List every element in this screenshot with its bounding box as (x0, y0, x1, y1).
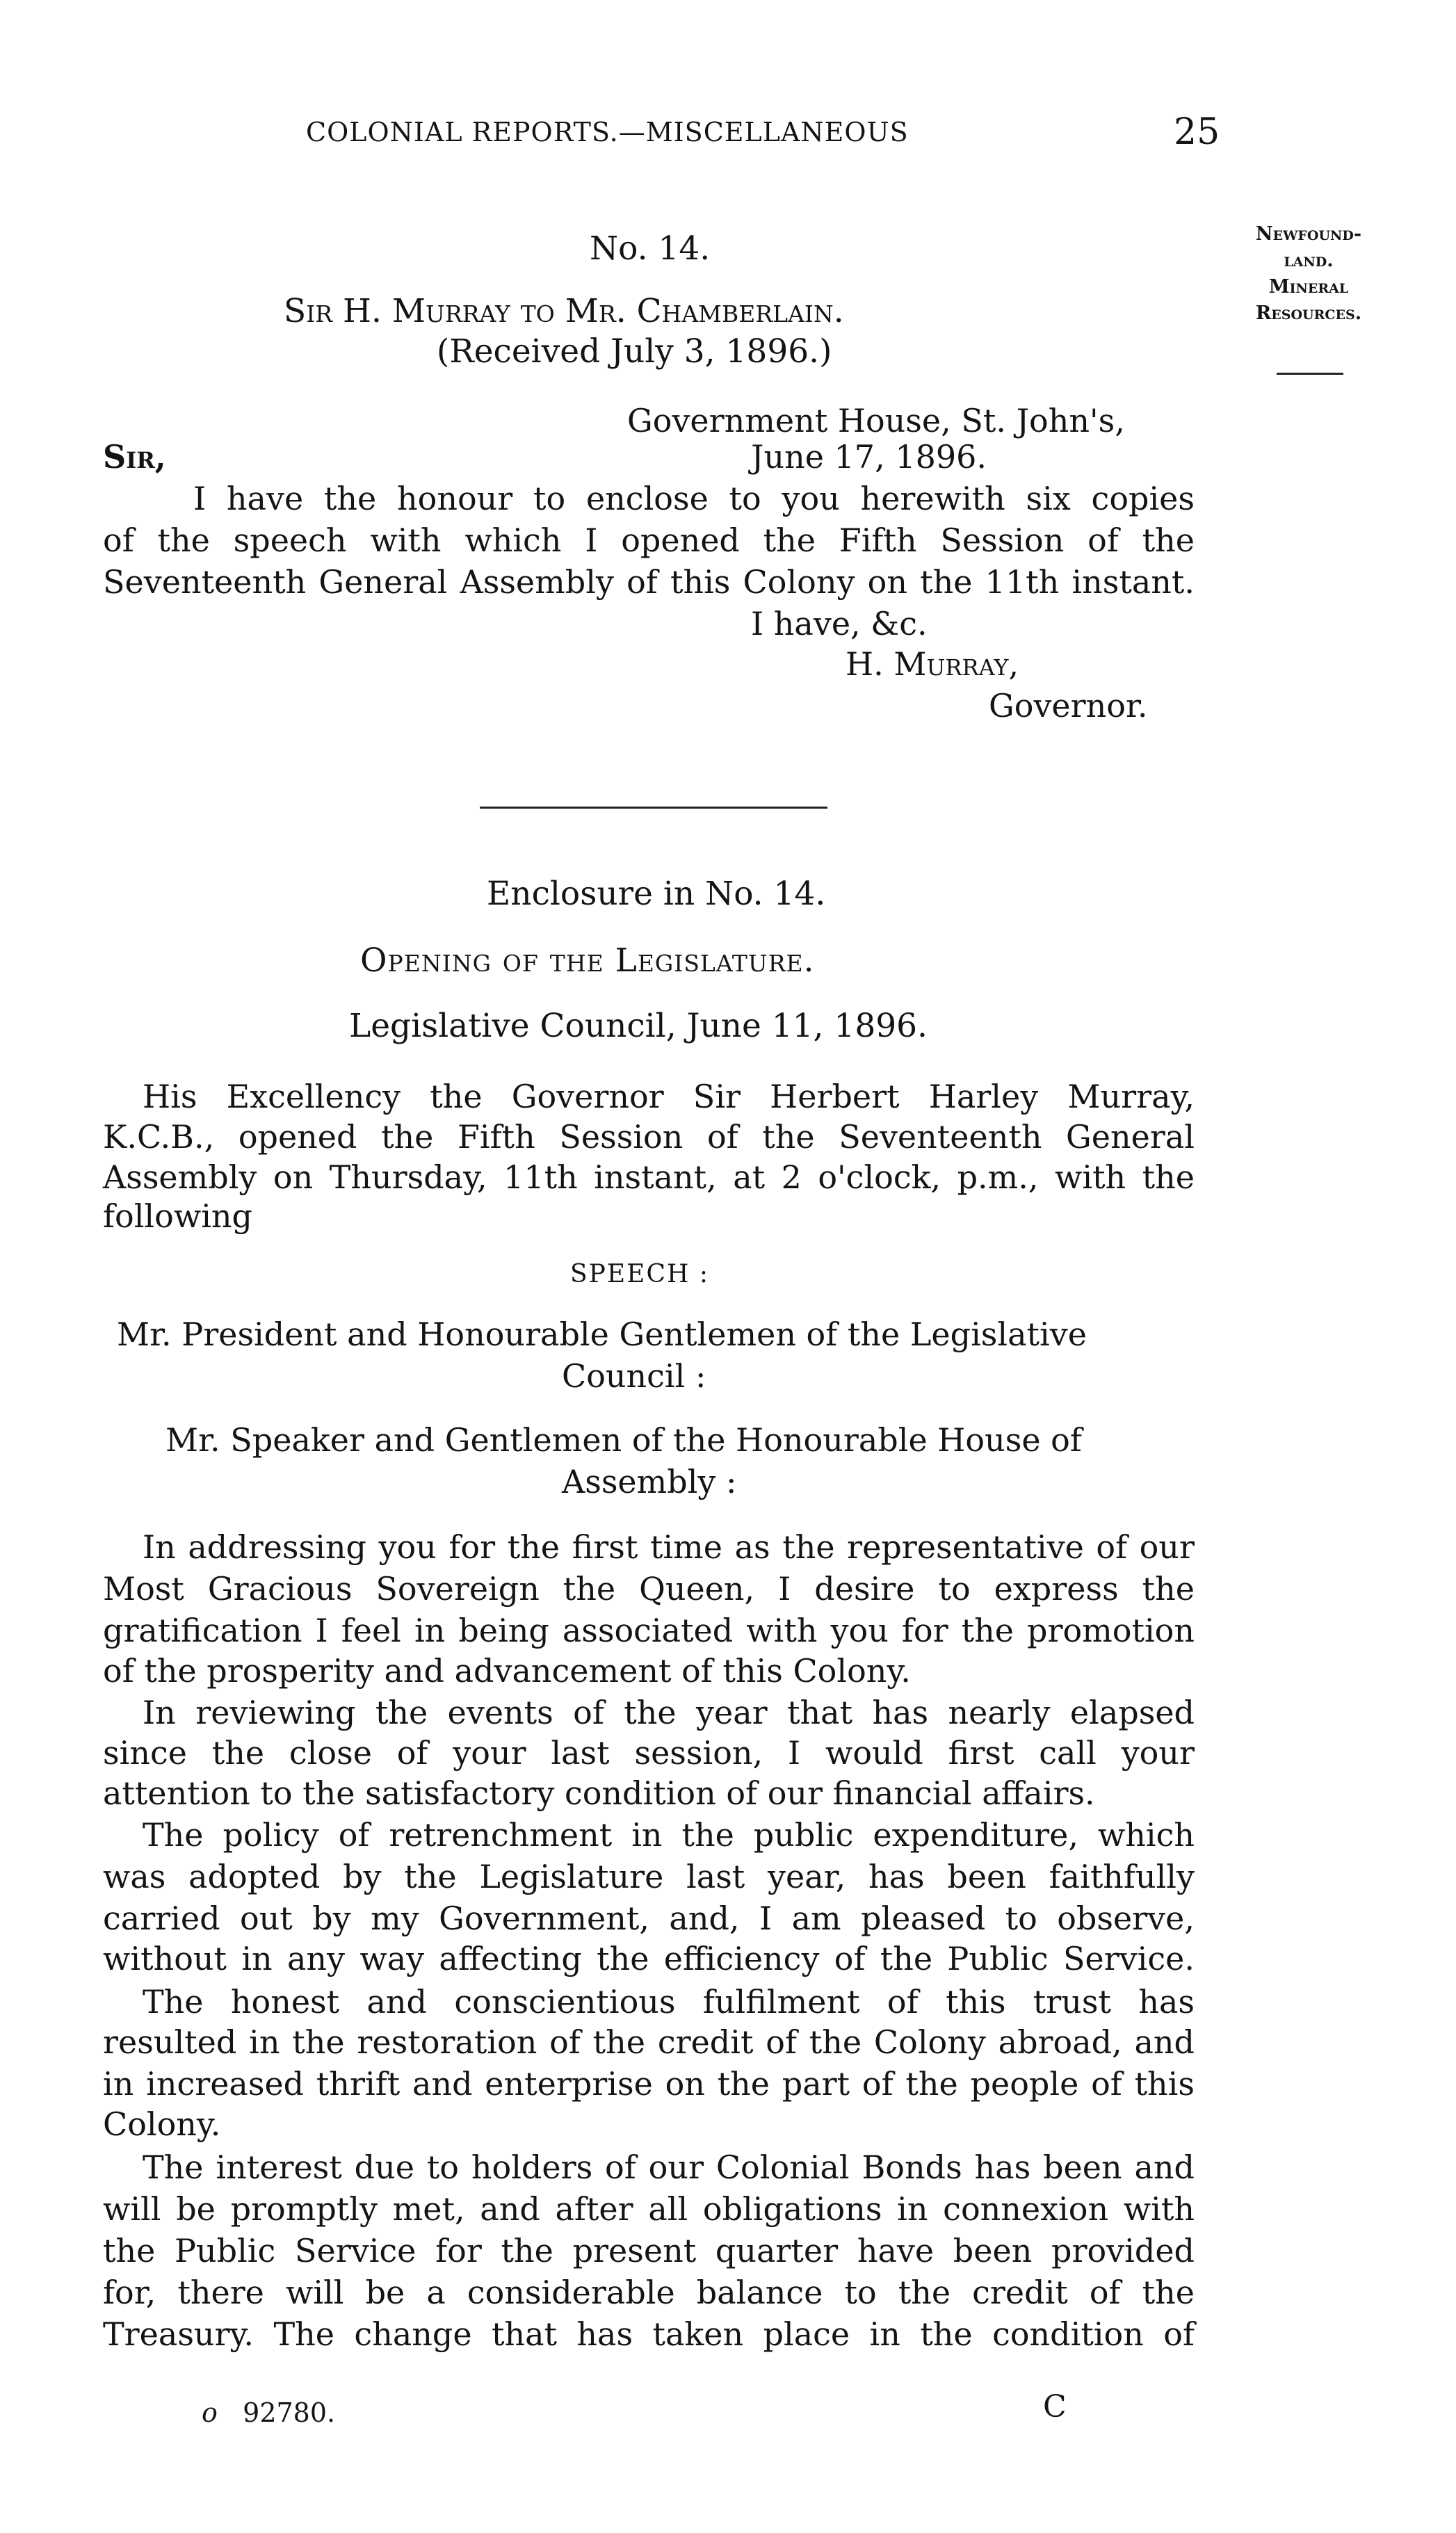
enclosure-title: Opening of the Legislature. (360, 941, 815, 980)
letter-number: No. 14. (590, 229, 711, 268)
letter-date: June 17, 1896. (751, 438, 987, 476)
address-assembly: Assembly : (562, 1463, 737, 1500)
intro-line: following (103, 1197, 252, 1235)
intro-line: Assembly on Thursday, 11th instant, at 2 o'clock, p.m., with the (103, 1158, 1195, 1196)
speech-line: since the close of your last session, I would first call your (103, 1734, 1195, 1772)
speech-line: attention to the satisfactory condition of our financial affairs. (103, 1774, 1095, 1812)
speech-line: for, there will be a considerable balance to the credit of the (103, 2274, 1195, 2311)
margin-rule (1277, 373, 1343, 375)
speech-line: Most Gracious Sovereign the Queen, I desire to express the (103, 1570, 1195, 1608)
speech-line: In addressing you for the first time as the representative of our (143, 1528, 1195, 1566)
speech-line: carried out by my Government, and, I am pleased to observe, (103, 1900, 1195, 1937)
letter-received: (Received July 3, 1896.) (437, 332, 832, 371)
letter-body-line: of the speech with which I opened the Fifth Session of the (103, 521, 1195, 559)
margin-note (1211, 221, 1406, 327)
letter-salutation: Sir, (103, 438, 166, 476)
print-code: 92780. (243, 2397, 336, 2428)
sheet-mark: C (1043, 2389, 1067, 2425)
speech-line: without in any way affecting the efficiency of the Public Service. (103, 1940, 1195, 1977)
speech-line: The honest and conscientious fulfilment of this trust has (143, 1983, 1195, 2021)
speech-line: Treasury. The change that has taken place in the condition of (103, 2315, 1195, 2353)
section-divider (480, 807, 827, 809)
address-council: Council : (562, 1357, 706, 1395)
speech-line: was adopted by the Legislature last year, has been faithfully (103, 1858, 1195, 1895)
speech-line: In reviewing the events of the year that has nearly elapsed (143, 1694, 1195, 1731)
letter-closing: I have, &c. (751, 605, 928, 642)
enclosure-heading: Enclosure in No. 14. (487, 875, 826, 913)
speech-label: SPEECH : (570, 1260, 709, 1288)
margin-note-line: land. (1284, 250, 1334, 271)
speech-line: in increased thrift and enterprise on the part of the people of this (103, 2065, 1195, 2103)
letter-parties: Sir H. Murray to Mr. Chamberlain. (284, 292, 844, 330)
speech-line: resulted in the restoration of the credit of the Colony abroad, and (103, 2023, 1195, 2061)
margin-note-line: Newfound- (1255, 223, 1362, 245)
signature-mark: o (202, 2397, 218, 2428)
address-assembly: Mr. Speaker and Gentlemen of the Honourable House of (165, 1421, 1082, 1459)
page-number: 25 (1174, 111, 1220, 153)
speech-line: of the prosperity and advancement of this Colony. (103, 1652, 911, 1690)
speech-line: Colony. (103, 2105, 221, 2143)
speech-line: the Public Service for the present quarter have been provided (103, 2232, 1195, 2269)
speech-line: will be promptly met, and after all obligations in connexion with (103, 2190, 1195, 2228)
letter-body-line: Seventeenth General Assembly of this Colony on the 11th instant. (103, 563, 1195, 601)
running-title: COLONIAL REPORTS.—MISCELLANEOUS (306, 117, 909, 147)
speech-line: The interest due to holders of our Colonial Bonds has been and (143, 2148, 1195, 2186)
letter-signature: H. Murray, (846, 645, 1019, 683)
intro-line: K.C.B., opened the Fifth Session of the Seventeenth General (103, 1118, 1195, 1156)
intro-line: His Excellency the Governor Sir Herbert Harley Murray, (143, 1078, 1195, 1115)
printer-signature (202, 2397, 335, 2428)
speech-line: gratification I feel in being associated with you for the promotion (103, 1612, 1195, 1649)
letter-body-line: I have the honour to enclose to you herewith six copies (193, 480, 1195, 517)
speech-line: The policy of retrenchment in the public expenditure, which (143, 1816, 1195, 1854)
margin-note-line: Mineral (1268, 276, 1349, 298)
letter-signature-title: Governor. (989, 687, 1148, 725)
address-council: Mr. President and Honourable Gentlemen of the Legislative (117, 1316, 1087, 1353)
letter-address: Government House, St. John's, (627, 402, 1125, 439)
margin-note-line: Resources. (1255, 302, 1362, 324)
enclosure-subtitle: Legislative Council, June 11, 1896. (349, 1007, 928, 1045)
